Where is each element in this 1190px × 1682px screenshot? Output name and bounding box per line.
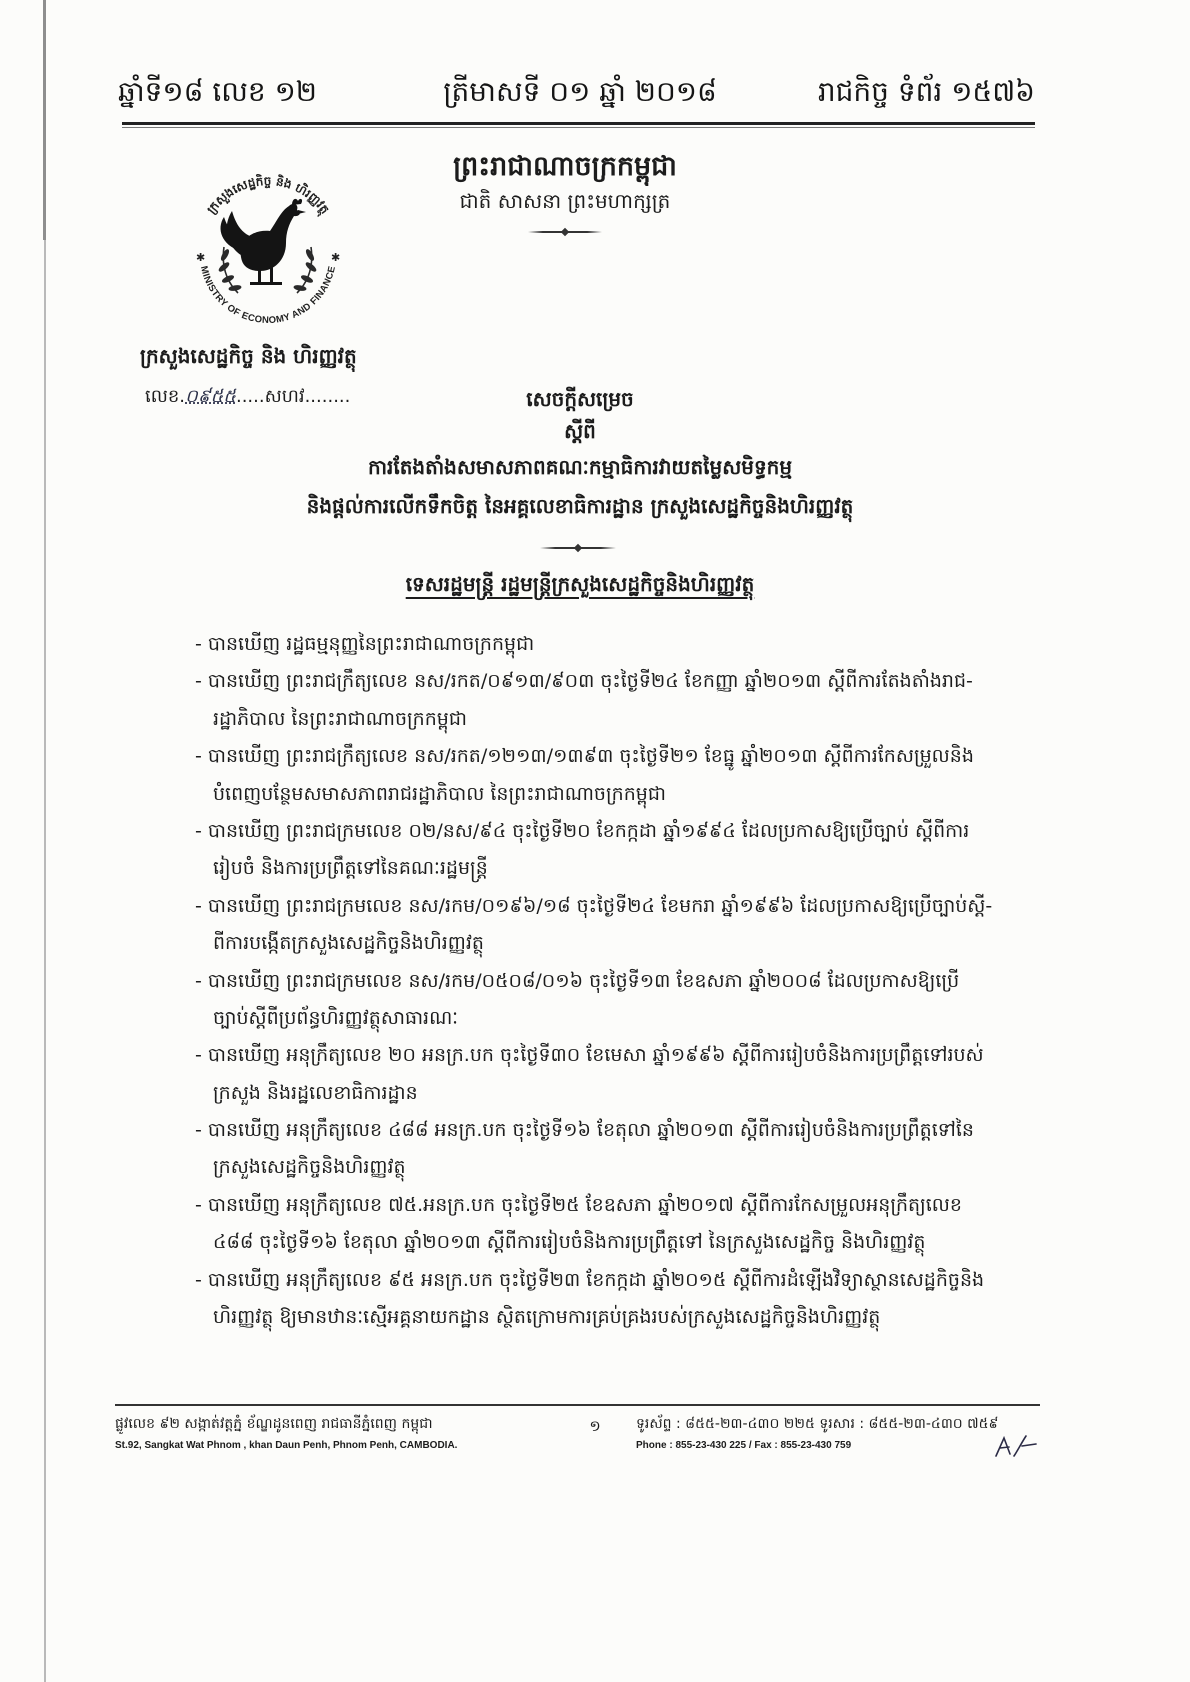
consideration-line: - បានឃើញ ព្រះរាជក្រឹត្យលេខ នស/រកត/១២១៣/១៣៩៣ ចុះថ្ងៃទី២១ ខែធ្នូ ឆ្នាំ២០១៣ ស្តីពីការកែសម្រួលនិង [195,745,974,768]
decision-type: សេចក្តីសម្រេច [526,387,634,411]
consideration-line-continued: ពីការបង្កើតក្រសួងសេដ្ឋកិច្ចនិងហិរញ្ញវត្ថុ [213,932,484,955]
list-item [195,1262,1035,1337]
consideration-line-continued: រៀបចំ និងការប្រព្រឹត្តទៅនៃគណៈរដ្ឋមន្ត្រី [213,857,488,880]
list-item [195,626,1035,663]
rooster-icon [221,199,306,285]
header-rule-thin [122,127,1035,128]
header-volume-issue: ឆ្នាំទី១៨ លេខ ១២ [118,75,317,108]
list-item [195,1187,1035,1262]
list-item [195,813,1035,888]
consideration-line-continued: ច្បាប់ស្តីពីប្រព័ន្ធហិរញ្ញវត្ថុសាធារណៈ [213,1006,459,1029]
footer-contact-khmer: ទូរស័ព្ទ : ៨៥៥-២៣-៤៣០ ២២៥ ទូរសារ : ៨៥៥-២៣-៤៣០ ៧៥៩ [636,1416,999,1432]
consideration-line-continued: ក្រសួងសេដ្ឋកិច្ចនិងហិរញ្ញវត្ថុ [213,1156,406,1179]
list-item [195,738,1035,813]
title-divider [540,547,616,549]
header-gazette-page: រាជកិច្ច ទំព័រ ១៥៧៦ [817,75,1035,108]
list-item [195,663,1035,738]
consideration-line: - បានឃើញ អនុក្រឹត្យលេខ ៩៥ អនក្រ.បក ចុះថ្ងៃទី២៣ ខែកក្កដា ឆ្នាំ២០១៥ ស្តីពីការដំឡើងវិទ្យាស្ថានសេដ្ឋកិច្ចនិង [195,1268,985,1291]
seal-bottom-text: MINISTRY OF ECONOMY AND FINANCE [197,264,338,327]
page-number: ១ [589,1417,601,1435]
consideration-line: - បានឃើញ ព្រះរាជក្រមលេខ ០២/នស/៩៤ ចុះថ្ងៃទី២០ ខែកក្កដា ឆ្នាំ១៩៩៤ ដែលប្រកាសឱ្យប្រើច្បាប់ ស្តីពីការ [195,819,970,842]
footer-address-khmer: ផ្លូវលេខ ៩២ សង្កាត់វត្តភ្នំ ខ័ណ្ឌដូនពេញ រាជធានីភ្នំពេញ កម្ពុជា [115,1416,433,1432]
seal-star-icon: ✱ [196,251,206,264]
decision-title-line-2: និងផ្តល់ការលើកទឹកចិត្ត នៃអគ្គលេខាធិការដ្ឋាន ក្រសួងសេដ្ឋកិច្ចនិងហិរញ្ញវត្ថុ [306,494,854,518]
ministry-name: ក្រសួងសេដ្ឋកិច្ច និង ហិរញ្ញវត្ថុ [140,344,357,368]
consideration-line: - បានឃើញ អនុក្រឹត្យលេខ ២០ អនក្រ.បក ចុះថ្ងៃទី៣០ ខែមេសា ឆ្នាំ១៩៩៦ ស្តីពីការរៀបចំនិងការប្រព្រឹត្តទៅរបស់ [195,1044,984,1067]
consideration-line-continued: ៤៨៨ ចុះថ្ងៃទី១៦ ខែតុលា ឆ្នាំ២០១៣ ស្តីពីការរៀបចំនិងការប្រព្រឹត្តទៅ នៃក្រសួងសេដ្ឋកិច្ច និងហិរញ្ញវត្ថុ [213,1231,926,1254]
consideration-line: - បានឃើញ ព្រះរាជក្រមលេខ នស/រកម/០១៩៦/១៨ ចុះថ្ងៃទី២៤ ខែមករា ឆ្នាំ១៩៩៦ ដែលប្រកាសឱ្យប្រើច្បាប់ស្តី- [195,894,993,917]
kingdom-title: ព្រះរាជាណាចក្រកម្ពុជា [453,151,677,182]
reference-handwritten-number: ០៩៥៥ [185,386,236,407]
footer-contact-english: Phone : 855-23-430 225 / Fax : 855-23-430 759 [636,1440,852,1451]
consideration-line-continued: រដ្ឋាភិបាល នៃព្រះរាជាណាចក្រកម្ពុជា [213,707,467,730]
footer-rule [115,1404,1040,1406]
scan-edge [44,0,46,1682]
considerations-list [195,626,1035,1336]
consideration-line-continued: ហិរញ្ញវត្ថុ ឱ្យមានឋានៈស្មើអគ្គនាយកដ្ឋាន ស្ថិតក្រោមការគ្រប់គ្រងរបស់ក្រសួងសេដ្ឋកិច្ចនិងហិរញ្ញវត្ថុ [213,1306,881,1329]
seal-star-icon: ✱ [331,251,341,264]
kingdom-heading [365,148,765,216]
header-quarter: ត្រីមាសទី ០១ ឆ្នាំ ២០១៨ [443,75,717,108]
initials-signature [992,1432,1042,1460]
kingdom-divider [528,231,602,233]
list-item [195,1112,1035,1187]
header-rule [122,122,1035,125]
issuing-authority: ទេសរដ្ឋមន្ត្រី រដ្ឋមន្ត្រីក្រសួងសេដ្ឋកិច្ចនិងហិរញ្ញវត្ថុ [405,572,755,596]
footer-address-english: St.92, Sangkat Wat Phnom , khan Daun Penh, Phnom Penh, CAMBODIA. [115,1440,458,1451]
consideration-line-continued: ក្រសួង និងរដ្ឋលេខាធិការដ្ឋាន [213,1081,418,1104]
consideration-line-continued: បំពេញបន្ថែមសមាសភាពរាជរដ្ឋាភិបាល នៃព្រះរាជាណាចក្រកម្ពុជា [213,782,666,805]
list-item [195,888,1035,963]
decision-title-line-1: ការតែងតាំងសមាសភាពគណៈកម្មាធិការវាយតម្លៃសមិទ្ធកម្ម [367,455,793,479]
reference-prefix: លេខ. [145,386,185,407]
list-item [195,1037,1035,1112]
ministry-seal [180,165,355,330]
decision-heading [130,382,1030,526]
consideration-line: - បានឃើញ រដ្ឋធម្មនុញ្ញនៃព្រះរាជាណាចក្រកម្ពុជា [195,633,535,655]
consideration-line: - បានឃើញ អនុក្រឹត្យលេខ ៧៥.អនក្រ.បក ចុះថ្ងៃទី២៥ ខែឧសភា ឆ្នាំ២០១៧ ស្តីពីការកែសម្រួលអនុក្រឹត្យលេខ [195,1193,962,1216]
reference-suffix: .....សហវ........ [235,386,351,407]
consideration-line: - បានឃើញ អនុក្រឹត្យលេខ ៤៨៨ អនក្រ.បក ចុះថ្ងៃទី១៦ ខែតុលា ឆ្នាំ២០១៣ ស្តីពីការរៀបចំនិងការប្រព្រឹត្តទៅនៃ [195,1119,974,1142]
kingdom-motto: ជាតិ សាសនា ព្រះមហាក្សត្រ [459,189,671,213]
consideration-line: - បានឃើញ ព្រះរាជក្រមលេខ នស/រកម/០៥០៨/០១៦ ចុះថ្ងៃទី១៣ ខែឧសភា ឆ្នាំ២០០៨ ដែលប្រកាសឱ្យប្រើ [195,969,960,992]
decision-about: ស្តីពី [564,419,596,443]
consideration-line: - បានឃើញ ព្រះរាជក្រឹត្យលេខ នស/រកត/០៩១៣/៩០៣ ចុះថ្ងៃទី២៤ ខែកញ្ញា ឆ្នាំ២០១៣ ស្តីពីការតែងតាំងរាជ- [195,670,973,693]
list-item [195,963,1035,1038]
scan-edge-shadow [43,0,46,240]
seal-top-text: ក្រសួងសេដ្ឋកិច្ច និង ហិរញ្ញវត្ថុ [204,173,332,217]
